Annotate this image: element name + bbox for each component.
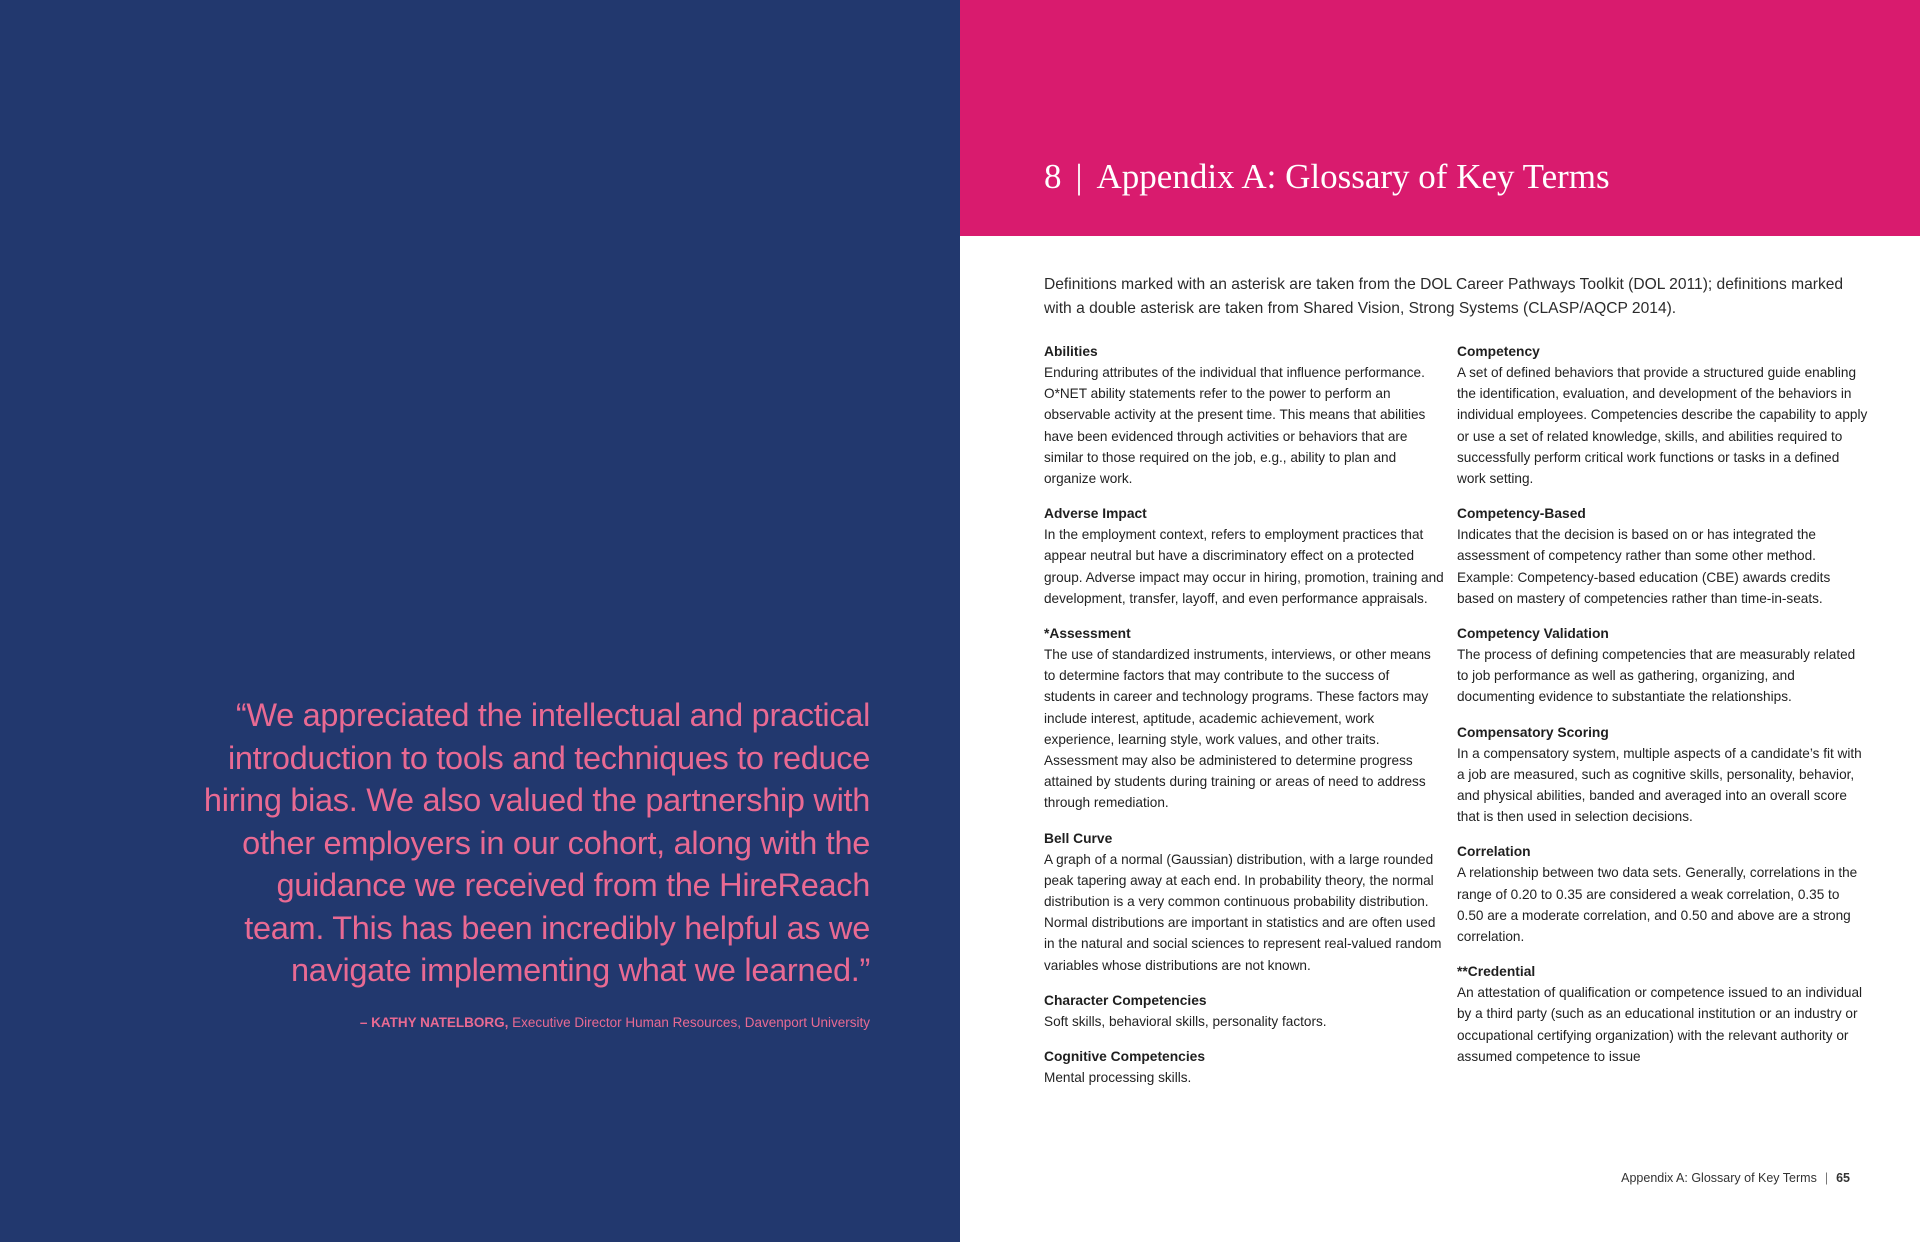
page-number: 65 (1836, 1171, 1850, 1185)
footer-section: Appendix A: Glossary of Key Terms (1621, 1171, 1817, 1185)
glossary-entry (1457, 961, 1869, 1067)
attribution-name: – KATHY NATELBORG, (359, 1014, 509, 1030)
intro-paragraph: Definitions marked with an asterisk are taken from the DOL Career Pathways Toolkit (DOL 2011); definitions marked with a double asterisk are taken from Shared Vision, Strong Systems (CLASP/AQCP 2014). (1044, 276, 1844, 317)
quote-attribution (190, 1014, 870, 1032)
glossary-entry (1044, 503, 1444, 609)
glossary-definition: In the employment context, refers to employment practices that appear neutral but have a discriminatory effect on a protected group. Adverse impact may occur in hiring, promotion, training and development, transfer, layoff, and even performance appraisals. (1044, 527, 1444, 606)
footer-separator: | (1824, 1171, 1829, 1185)
chapter-title: Appendix A: Glossary of Key Terms (1096, 157, 1610, 196)
glossary-term: *Assessment (1044, 626, 1131, 642)
glossary-definition: A graph of a normal (Gaussian) distribution, with a large rounded peak tapering away at each end. In probability theory, the normal distribution is a very common continuous probability distribution. Normal distributions are important in statistics and are often used in the natural and social sciences to represent real-valued random variables whose distributions are not known. (1044, 851, 1442, 973)
glossary-term: Correlation (1457, 844, 1531, 860)
glossary-definition: A relationship between two data sets. Generally, correlations in the range of 0.20 to 0.35 are considered a weak correlation, 0.35 to 0.50 are a moderate correlation, and 0.50 and above are a strong correlation. (1457, 865, 1858, 945)
glossary-column-right (1457, 341, 1869, 1081)
glossary-entry (1457, 341, 1869, 489)
glossary-entry (1044, 341, 1444, 489)
glossary-term: Competency Validation (1457, 626, 1609, 642)
glossary-definition: A set of defined behaviors that provide a structured guide enabling the identification, evaluation, and development of the behaviors in individual employees. Competencies describe the capability to apply or use a set of related knowledge, skills, and abilities required to successfully perform critical work functions or tasks in a defined work setting. (1457, 365, 1868, 487)
quote-text: “We appreciated the intellectual and practical introduction to tools and techniques to reduce hiring bias. We also valued the partnership with other employers in our cohort, along with the guidance we received from the HireReach team. This has been incredibly helpful as we navigate implementing what we learned.” (203, 697, 870, 988)
title-separator: | (1075, 157, 1083, 196)
glossary-entry (1044, 828, 1444, 976)
glossary-term: Cognitive Competencies (1044, 1049, 1205, 1065)
glossary-definition: The use of standardized instruments, interviews, or other means to determine factors that may contribute to the success of students in career and technology programs. These factors may include interest, aptitude, academic achievement, work experience, learning style, work values, and other traits. Assessment may also be administered to determine progress attained by students during training or areas of need to address through remediation. (1044, 647, 1431, 811)
glossary-term: Competency (1457, 344, 1540, 359)
page-title (1044, 154, 1610, 200)
chapter-header (960, 0, 1920, 236)
glossary-term: Competency-Based (1457, 506, 1586, 522)
attribution-role: Executive Director Human Resources, Davenport University (512, 1014, 870, 1030)
glossary-definition: Mental processing skills. (1044, 1070, 1192, 1086)
chapter-number: 8 (1044, 157, 1062, 196)
page-footer (1621, 1169, 1850, 1187)
glossary-entry (1044, 990, 1444, 1032)
glossary-term: Abilities (1044, 344, 1098, 359)
glossary-definition: Indicates that the decision is based on or has integrated the assessment of competency rather than some other method. Example: Competency-based education (CBE) awards credits based on mastery of competencies rather than time-in-seats. (1457, 527, 1831, 606)
glossary-entry (1457, 623, 1869, 708)
glossary-definition: The process of defining competencies that are measurably related to job performance as well as gathering, organizing, and documenting evidence to substantiate the relationships. (1457, 647, 1856, 705)
glossary-term: Bell Curve (1044, 830, 1113, 846)
glossary-entry (1457, 841, 1869, 947)
glossary-definition: Soft skills, behavioral skills, personality factors. (1044, 1013, 1327, 1029)
pull-quote (190, 694, 870, 1032)
glossary-entry (1457, 722, 1869, 828)
glossary-term: Compensatory Scoring (1457, 724, 1609, 740)
glossary-definition: In a compensatory system, multiple aspects of a candidate’s fit with a job are measured, such as cognitive skills, personality, behavior, and physical abilities, banded and averaged into an overall score that is then used in selection decisions. (1457, 745, 1862, 825)
glossary-term: Character Competencies (1044, 992, 1207, 1008)
right-panel (960, 0, 1920, 1242)
glossary-term: Adverse Impact (1044, 506, 1147, 522)
glossary-definition: An attestation of qualification or competence issued to an individual by a third party (such as an educational institution or an industry or occupational certifying organization) with the relevant authority or assumed competence to issue (1457, 985, 1863, 1064)
glossary-entry (1457, 503, 1869, 609)
glossary-term: **Credential (1457, 964, 1536, 980)
glossary-definition: Enduring attributes of the individual that influence performance. O*NET ability statements refer to the power to perform an observable activity at the present time. This means that abilities have been evidenced through activities or behaviors that are similar to those required on the job, e.g., ability to plan and organize work. (1044, 365, 1426, 487)
glossary-entry (1044, 623, 1444, 814)
glossary-column-left (1044, 341, 1444, 1102)
glossary-entry (1044, 1046, 1444, 1088)
